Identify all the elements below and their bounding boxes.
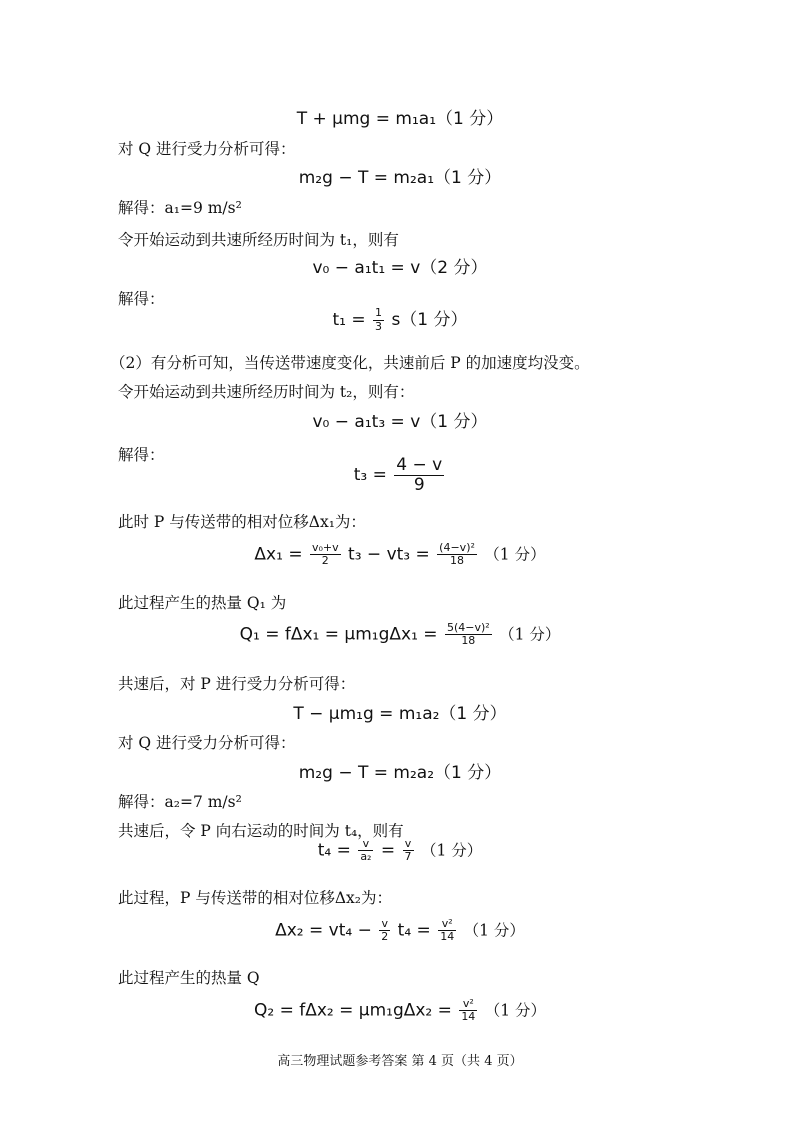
fraction: $\frac{v}{2}$ [381,917,389,944]
text-q-analysis-2: 对 Q 进行受力分析可得： [118,734,296,752]
fraction: $\frac{\text{v²}}{14}$ [461,997,476,1024]
text-heat-q: 此过程产生的热量 Q [118,969,260,987]
equation-t1: t₁ = $\frac{1}{3}$ s（1 分） [332,306,468,333]
text-time-t2: 令开始运动到共速所经历时间为 t₂，则有： [118,383,415,401]
text-solution-label: 解得： [118,290,165,308]
fraction: $\frac{\text{v²}}{14}$ [440,917,455,944]
text-solution-a2: 解得：a₂=7 m/s² [118,793,242,811]
fraction: $\frac{v}{\text{a₂}}$ [360,837,372,864]
fraction: $\frac{v}{7}$ [404,837,412,864]
equation-dx1: Δx₁ = $\frac{\text{v₀+v}}{2}$ t₃ − vt₃ = $\frac{\text{(4−v)²}}{18}$ （1 分） [254,541,546,568]
text-displacement-dx2: 此过程，P 与传送带的相对位移Δx₂为： [118,889,393,907]
fraction: $\frac{\text{v₀+v}}{2}$ [311,541,339,568]
text-solution-label-2: 解得： [118,446,165,464]
text-q-analysis: 对 Q 进行受力分析可得： [118,140,296,158]
equation-q-force-2: m₂g − T = m₂a₂（1 分） [298,763,502,783]
equation-p-force-2: T − μm₁g = m₁a₂（1 分） [293,704,507,724]
page-footer: 高三物理试题参考答案 第 4 页（共 4 页） [277,1054,523,1069]
equation-velocity-t3: v₀ − a₁t₃ = v（1 分） [312,412,488,432]
fraction: $\frac{1}{3}$ [375,306,383,333]
equation-t3: t₃ = $\frac{4 - v}{9}$ [353,455,443,495]
text-heat-q1: 此过程产生的热量 Q₁ 为 [118,594,287,612]
equation-dx2: Δx₂ = vt₄ − $\frac{v}{2}$ t₄ = $\frac{\text{v²}}{14}$ （1 分） [275,917,525,944]
equation-q2: Q₂ = fΔx₂ = μm₁gΔx₂ = $\frac{\text{v²}}{14}$ （1 分） [253,997,547,1024]
fraction: $\frac{\text{(4−v)²}}{18}$ [439,541,475,568]
fraction: $\frac{\text{5(4−v)²}}{18}$ [446,621,490,648]
text-part-2: （2）有分析可知，当传送带速度变化，共速前后 P 的加速度均没变。 [110,354,590,372]
equation-p-force: T + μmg = m₁a₁（1 分） [296,109,504,129]
equation-velocity: v₀ − a₁t₁ = v（2 分） [312,258,488,278]
equation-q1: Q₁ = fΔx₁ = μm₁gΔx₁ = $\frac{\text{5(4−v)²}}{18}$ （1 分） [239,621,561,648]
text-solution-a1: 解得：a₁=9 m/s² [118,199,242,217]
text-time-t4: 共速后，令 P 向右运动的时间为 t₄，则有 [118,822,404,840]
text-after-common-p: 共速后，对 P 进行受力分析可得： [118,675,356,693]
equation-q-force: m₂g − T = m₂a₁（1 分） [298,168,502,188]
fraction: $\frac{4 - v}{9}$ [396,455,443,495]
equation-t4: t₄ = $\frac{v}{\text{a₂}}$ = $\frac{v}{7}$ （1 分） [317,837,483,864]
text-time-t1: 令开始运动到共速所经历时间为 t₁，则有 [118,231,399,249]
text-displacement-dx1: 此时 P 与传送带的相对位移Δx₁为： [118,513,366,531]
